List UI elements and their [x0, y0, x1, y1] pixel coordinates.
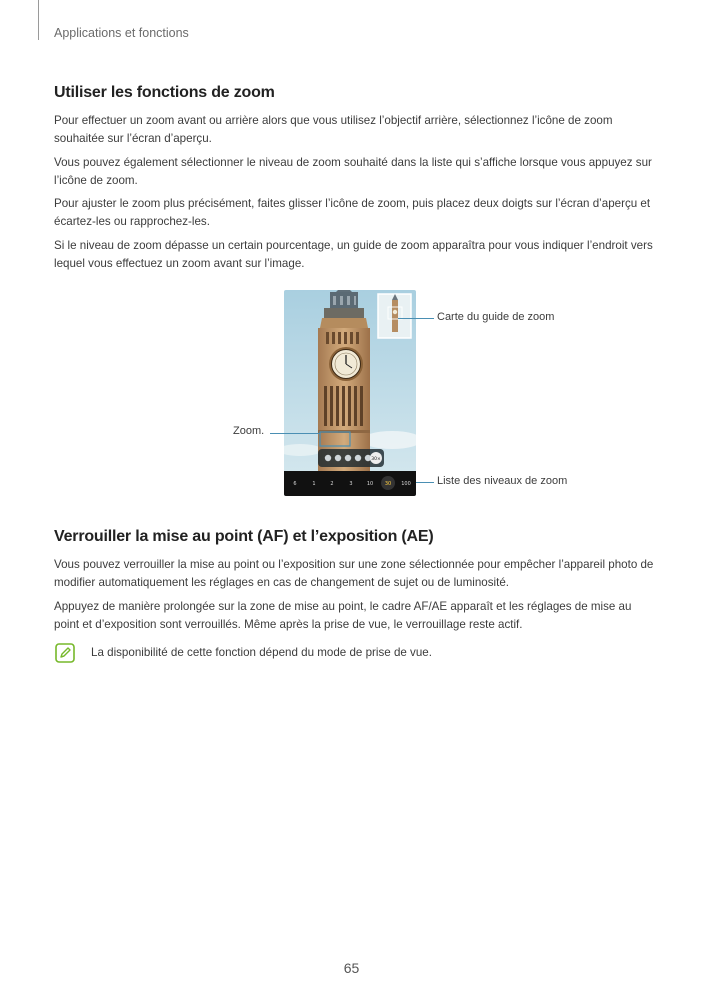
paragraph-zoom-4: Si le niveau de zoom dépasse un certain pourcentage, un guide de zoom apparaîtra pour vous indiquer l’endroit vers lequel vous effectuez un zoom avant sur l’image.: [54, 239, 653, 271]
paragraph-zoom-3: Pour ajuster le zoom plus précisément, faites glisser l’icône de zoom, puis placez deux doigts sur l’écran d’aperçu et écartez-les ou rapprochez-les.: [54, 197, 651, 229]
zoom-level: 2: [330, 481, 334, 487]
paragraph-af-ae-2: Appuyez de manière prolongée sur la zone de mise au point, le cadre AF/AE apparaît et les réglages de mise au point et d’exposition sont verrouillés. Même après la prise de vue, le verrouillage reste actif.: [54, 600, 632, 632]
callout-line-zoom: [270, 433, 320, 434]
note-text: La disponibilité de cette fonction dépend du mode de prise de vue.: [91, 646, 432, 659]
running-header: Applications et fonctions: [54, 26, 189, 40]
heading-zoom: Utiliser les fonctions de zoom: [54, 84, 275, 101]
zoom-level: 100: [401, 481, 411, 487]
heading-af-ae: Verrouiller la mise au point (AF) et l’exposition (AE): [54, 528, 434, 545]
zoom-level: 3: [349, 481, 353, 487]
callout-zoom-guide-map: Carte du guide de zoom: [437, 311, 555, 323]
paragraph-zoom-1: Pour effectuer un zoom avant ou arrière alors que vous utilisez l’objectif arrière, sélectionnez l’icône de zoom souhaitée sur l’écran d’aperçu.: [54, 114, 613, 146]
zoom-level: 1: [312, 481, 316, 487]
callout-line-zoom-levels: [416, 482, 434, 483]
zoom-chip-label: 30×: [371, 457, 381, 462]
paragraph-zoom-2: Vous pouvez également sélectionner le niveau de zoom souhaité dans la liste qui s’affiche lorsque vous appuyez sur l’icône de zoom.: [54, 156, 652, 188]
zoom-level: 6: [293, 481, 297, 487]
zoom-level-selected: 30: [384, 481, 392, 487]
header-rule: [38, 0, 39, 40]
note-pencil-icon: [55, 643, 75, 663]
paragraph-af-ae-1: Vous pouvez verrouiller la mise au point ou l’exposition sur une zone sélectionnée pour empêcher l’appareil photo de modifier automatiquement les réglages en cas de changement de sujet ou de luminosité.: [54, 558, 654, 590]
camera-preview-illustration: [284, 290, 416, 496]
callout-zoom: Zoom.: [233, 425, 265, 437]
callout-zoom-level-list: Liste des niveaux de zoom: [437, 475, 568, 487]
zoom-level: 10: [366, 481, 374, 487]
callout-line-zoom-guide: [398, 318, 434, 319]
page-number: 65: [343, 960, 360, 976]
